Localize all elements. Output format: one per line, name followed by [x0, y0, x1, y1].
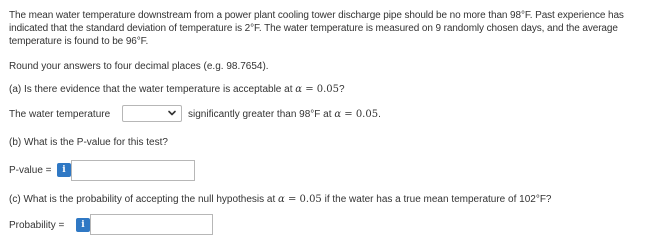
period: .: [378, 109, 381, 120]
alpha-symbol: α: [278, 194, 285, 205]
question-mark: ?: [339, 84, 345, 95]
probability-label: Probability =: [9, 220, 65, 231]
info-icon[interactable]: i: [57, 163, 71, 177]
chevron-down-icon: [167, 108, 177, 118]
p-value-label: P-value =: [9, 165, 52, 176]
rounding-instruction: Round your answers to four decimal places (e.g. 98.7654).: [9, 61, 269, 72]
alpha-value: = 0.05: [302, 84, 340, 95]
part-a-statement-rest: [188, 108, 381, 121]
part-c-question-text: (c) What is the probability of accepting the null hypothesis at: [9, 194, 279, 205]
part-a-question-text: (a) Is there evidence that the water temperature is acceptable at: [9, 84, 296, 95]
alpha-symbol: α: [295, 84, 303, 95]
info-icon[interactable]: i: [76, 218, 90, 232]
p-value-input[interactable]: [71, 160, 195, 181]
part-a-question: [9, 83, 345, 96]
part-c-question-rest: if the water has a true mean temperature of 102°F?: [321, 194, 552, 205]
alpha-value: = 0.05: [284, 194, 322, 205]
problem-statement: The mean water temperature downstream from a power plant cooling tower discharge pipe should be no more than 98°F. Past experience has indicated that the standard deviation of temperature is 2°F. The water temperature is measured on 9 randomly chosen days, and the average temperature is found to be 96°F.: [9, 10, 624, 47]
part-b-question: (b) What is the P-value for this test?: [9, 137, 168, 148]
alpha-symbol: α: [334, 109, 342, 120]
part-a-statement-text: significantly greater than 98°F at: [188, 109, 335, 120]
alpha-value: = 0.05: [341, 109, 379, 120]
comparison-dropdown[interactable]: [122, 105, 182, 122]
part-c-question: [9, 193, 552, 206]
part-a-statement-label: The water temperature: [9, 109, 111, 120]
probability-input[interactable]: [90, 214, 213, 235]
